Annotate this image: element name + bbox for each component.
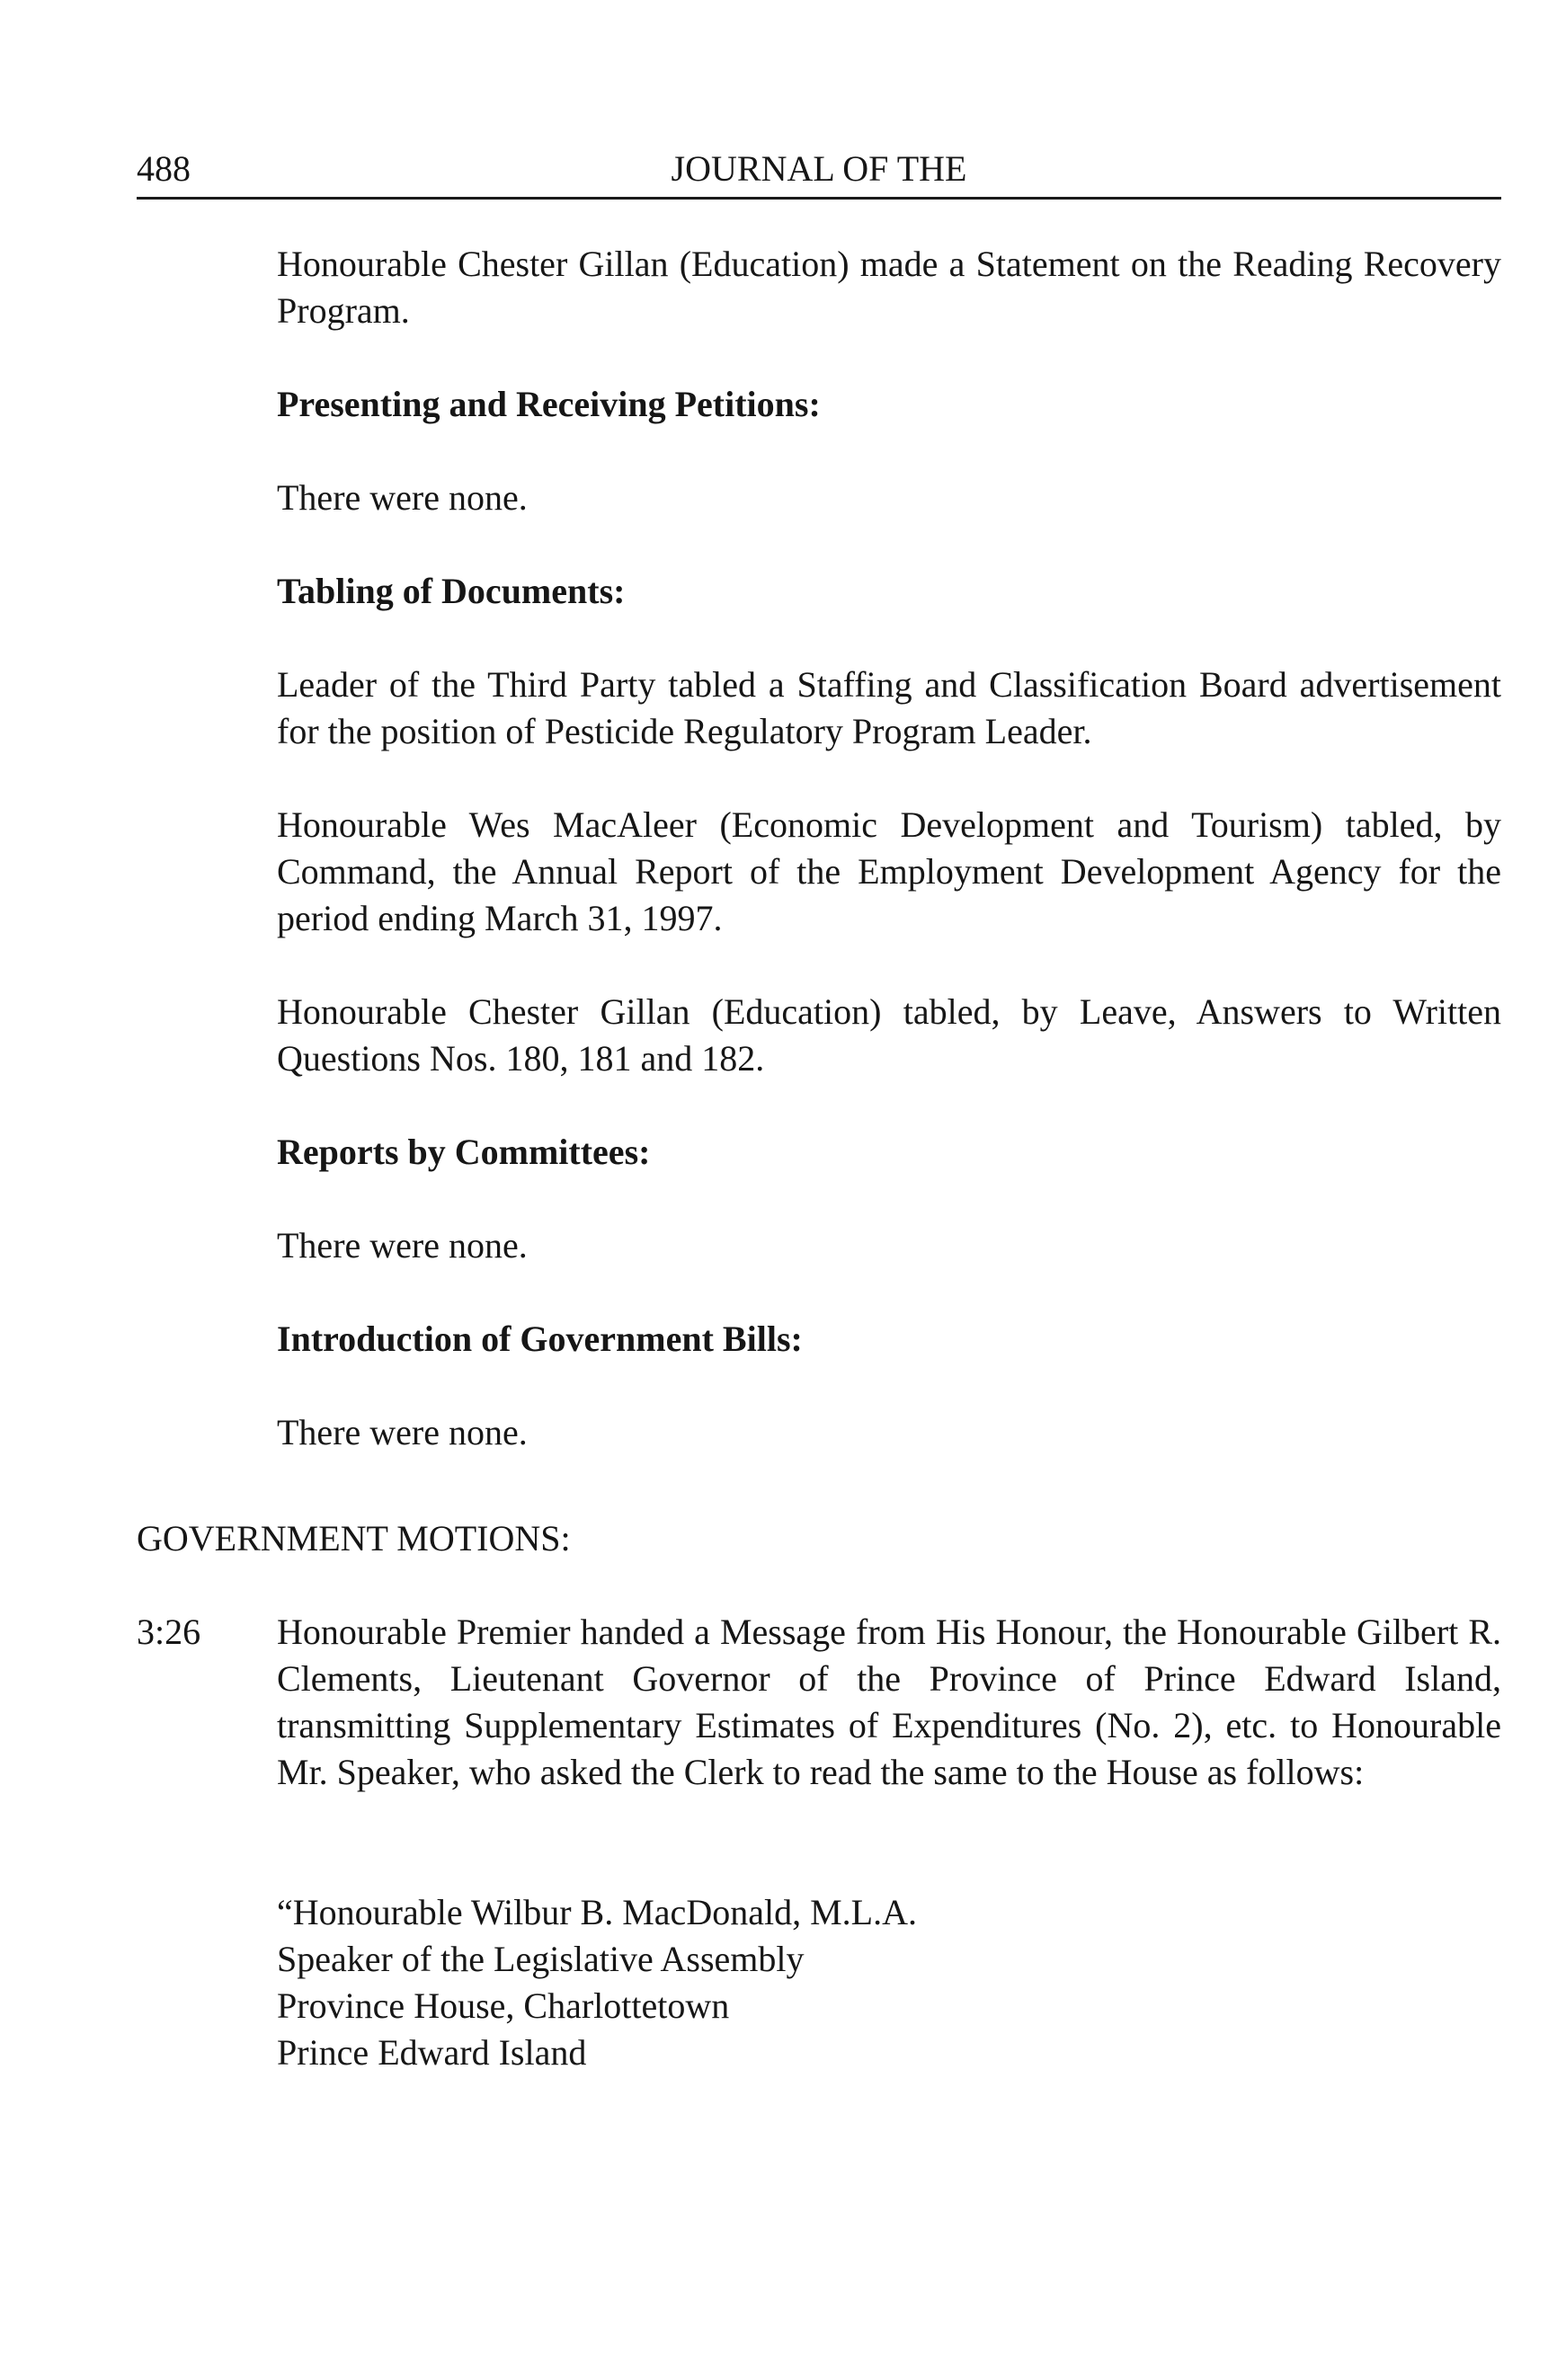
address-line-1: “Honourable Wilbur B. MacDonald, M.L.A. [277, 1892, 917, 1932]
journal-title: JOURNAL OF THE [671, 148, 967, 189]
address-line-3: Province House, Charlottetown [277, 1985, 730, 2026]
bills-heading: Introduction of Government Bills: [277, 1319, 803, 1359]
petitions-none-paragraph: There were none. [277, 477, 528, 518]
running-head [137, 142, 1501, 196]
tabling-paragraph-1: Leader of the Third Party tabled a Staffing and Classification Board advertisement for the position of Pesticide Regulatory Program Leader. [277, 664, 1501, 751]
address-line-4: Prince Edward Island [277, 2032, 587, 2073]
address-line-2: Speaker of the Legislative Assembly [277, 1939, 805, 1979]
page-number: 488 [137, 148, 191, 189]
reports-none-paragraph: There were none. [277, 1225, 528, 1265]
reports-heading: Reports by Committees: [277, 1132, 651, 1172]
motion-entry [137, 1609, 1501, 1796]
address-block [277, 1889, 917, 2076]
motion-time: 3:26 [137, 1612, 201, 1652]
motion-text: Honourable Premier handed a Message from His Honour, the Honourable Gilbert R. Clements, Lieutenant Governor of the Province of Prince Edward Island, transmitting Supplementary Estimates of Expenditures (No. 2), etc. to Honourable Mr. Speaker, who asked the Clerk to read the same to the House as follows: [277, 1612, 1501, 1792]
proceedings-body [277, 241, 1501, 1503]
tabling-paragraph-2: Honourable Wes MacAleer (Economic Development and Tourism) tabled, by Command, the Annual Report of the Employment Development Agency for the period ending March 31, 1997. [277, 804, 1501, 938]
statement-paragraph: Honourable Chester Gillan (Education) made a Statement on the Reading Recovery Program. [277, 244, 1501, 331]
petitions-heading: Presenting and Receiving Petitions: [277, 384, 821, 424]
tabling-heading: Tabling of Documents: [277, 571, 626, 611]
tabling-paragraph-3: Honourable Chester Gillan (Education) tabled, by Leave, Answers to Written Questions Nos. 180, 181 and 182. [277, 991, 1501, 1079]
government-motions-heading: GOVERNMENT MOTIONS: [137, 1518, 571, 1559]
header-rule [137, 197, 1501, 200]
bills-none-paragraph: There were none. [277, 1412, 528, 1452]
